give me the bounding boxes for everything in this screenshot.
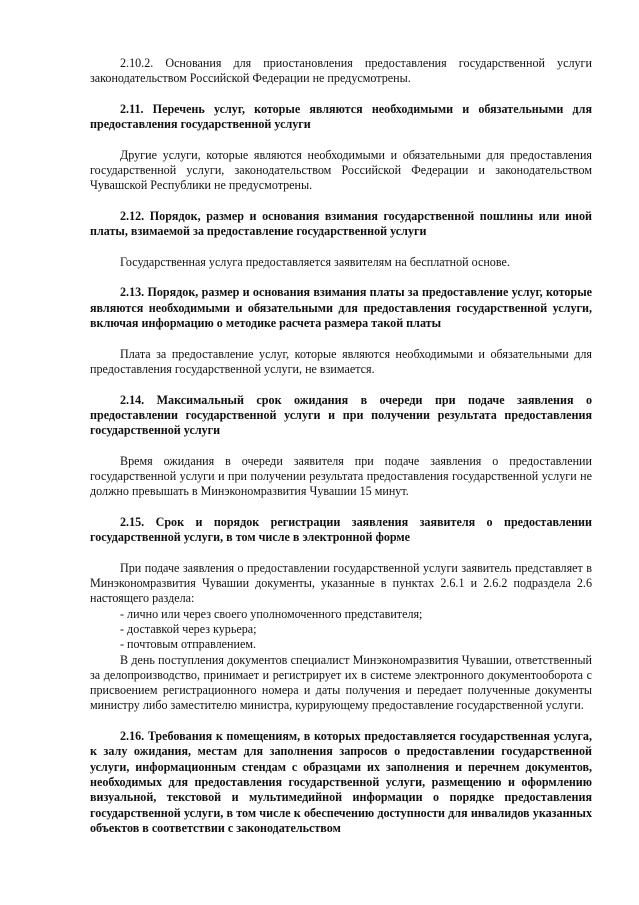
list-item-mail: - почтовым отправлением. — [120, 637, 257, 652]
heading-2-15: 2.15. Срок и порядок регистрации заявления заявителя о предоставлении государственной услуги, в том числе в электронной форме — [90, 514, 592, 545]
paragraph-2-12: Государственная услуга предоставляется заявителям на бесплатной основе. — [120, 254, 510, 269]
paragraph-2-15-registration: В день поступления документов специалист Минэкономразвития Чувашии, ответственный за делопроизводство, принимает и регистрирует их в системе электронного документооборота с присвоением регистрационного номера и даты получения и передает полученные документы министру либо заместителю министра, курирующему предоставление государственной услуги. — [90, 652, 592, 713]
heading-2-12: 2.12. Порядок, размер и основания взимания государственной пошлины или иной платы, взимаемой за предоставление государственной услуги — [90, 208, 592, 239]
paragraph-2-11: Другие услуги, которые являются необходимыми и обязательными для предоставления государственной услуги, законодательством Российской Федерации и законодательством Чувашской Республики не предусмотрены. — [90, 147, 592, 193]
paragraph-2-10-2: 2.10.2. Основания для приостановления предоставления государственной услуги законодательством Российской Федерации не предусмотрены. — [90, 56, 592, 86]
paragraph-2-14: Время ожидания в очереди заявителя при подаче заявления о предоставлении государственной услуги и при получении результата предоставления государственной услуги не должно превышать в Минэкономразвития Чувашии 15 минут. — [90, 453, 592, 499]
heading-2-11: 2.11. Перечень услуг, которые являются необходимыми и обязательными для предоставления государственной услуги — [90, 101, 592, 132]
list-item-in-person: - лично или через своего уполномоченного представителя; — [120, 606, 423, 621]
list-item-courier: - доставкой через курьера; — [120, 621, 257, 636]
paragraph-2-15-intro: При подаче заявления о предоставлении государственной услуги заявитель представляет в Минэкономразвития Чувашии документы, указанные в пунктах 2.6.1 и 2.6.2 подраздела 2.6 настоящего раздела: — [90, 560, 592, 606]
paragraph-2-13: Плата за предоставление услуг, которые являются необходимыми и обязательными для предоставления государственной услуги, не взимается. — [90, 346, 592, 376]
heading-2-13: 2.13. Порядок, размер и основания взимания платы за предоставление услуг, которые являются необходимыми и обязательными для предоставления государственной услуги, включая информацию о методике расчета размера такой платы — [90, 285, 592, 331]
heading-2-14: 2.14. Максимальный срок ожидания в очереди при подаче заявления о предоставлении государственной услуги и при получении результата предоставления государственной услуги — [90, 392, 592, 438]
heading-2-16: 2.16. Требования к помещениям, в которых предоставляется государственная услуга, к залу ожидания, местам для заполнения запросов о предоставлении государственной услуги, информационным стендам с образцами их заполнения и перечнем документов, необходимых для предоставления государственной услуги, размещению и оформлению визуальной, текстовой и мультимедийной информации о порядке предоставления государственной услуги, в том числе к обеспечению доступности для инвалидов указанных объектов в соответствии с законодательством — [90, 729, 592, 835]
